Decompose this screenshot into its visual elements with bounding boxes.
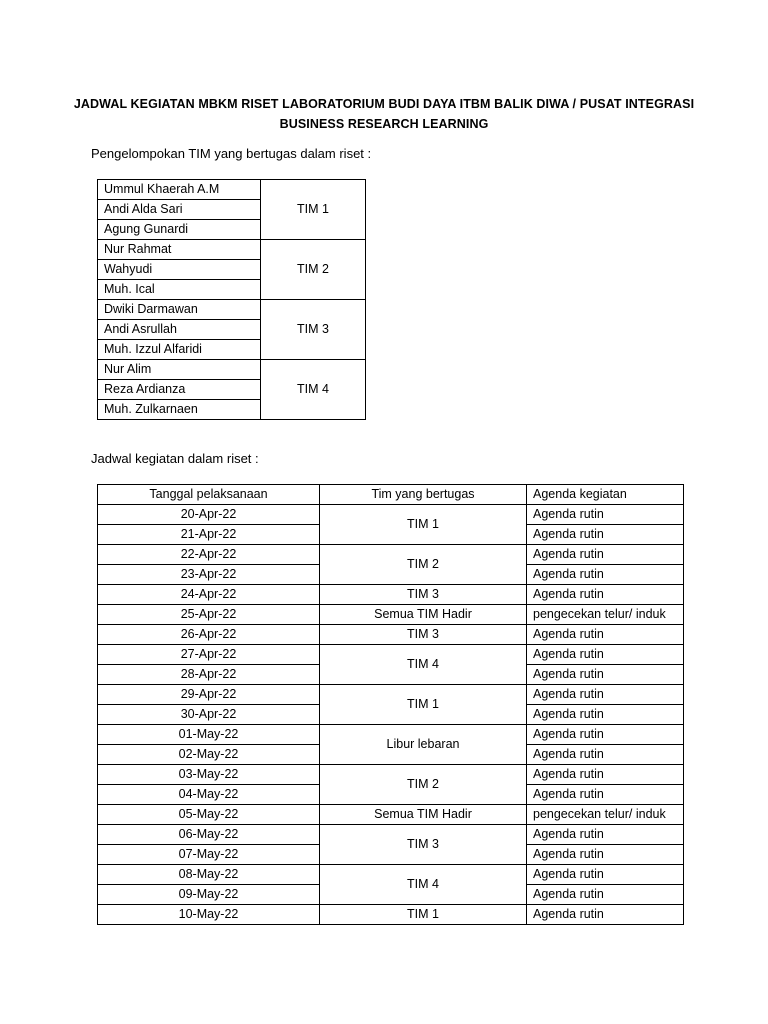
schedule-row bbox=[98, 625, 684, 645]
schedule-row bbox=[98, 865, 684, 885]
schedule-date: 28-Apr-22 bbox=[98, 665, 320, 685]
team-name: TIM 4 bbox=[261, 360, 366, 420]
team-member-name: Agung Gunardi bbox=[98, 220, 261, 240]
document-title-line-1: JADWAL KEGIATAN MBKM RISET LABORATORIUM BUDI DAYA ITBM BALIK DIWA / PUSAT INTEGRASI bbox=[73, 97, 695, 111]
team-member-row bbox=[98, 360, 366, 380]
schedule-date: 23-Apr-22 bbox=[98, 565, 320, 585]
schedule-team: TIM 1 bbox=[320, 905, 527, 925]
schedule-row bbox=[98, 825, 684, 845]
schedule-row bbox=[98, 545, 684, 565]
team-member-row bbox=[98, 300, 366, 320]
schedule-date: 22-Apr-22 bbox=[98, 545, 320, 565]
team-grouping-intro: Pengelompokan TIM yang bertugas dalam riset : bbox=[91, 146, 372, 161]
schedule-row bbox=[98, 645, 684, 665]
schedule-row bbox=[98, 585, 684, 605]
schedule-date: 02-May-22 bbox=[98, 745, 320, 765]
schedule-date: 21-Apr-22 bbox=[98, 525, 320, 545]
team-member-name: Muh. Ical bbox=[98, 280, 261, 300]
team-grouping-table bbox=[97, 179, 366, 420]
schedule-team: TIM 3 bbox=[320, 825, 527, 865]
schedule-header-row bbox=[98, 485, 684, 505]
schedule-agenda: Agenda rutin bbox=[527, 525, 684, 545]
schedule-date: 09-May-22 bbox=[98, 885, 320, 905]
team-name: TIM 2 bbox=[261, 240, 366, 300]
schedule-row bbox=[98, 685, 684, 705]
schedule-agenda: Agenda rutin bbox=[527, 825, 684, 845]
schedule-agenda: Agenda rutin bbox=[527, 865, 684, 885]
schedule-date: 05-May-22 bbox=[98, 805, 320, 825]
schedule-date: 24-Apr-22 bbox=[98, 585, 320, 605]
team-member-name: Reza Ardianza bbox=[98, 380, 261, 400]
schedule-team: TIM 4 bbox=[320, 865, 527, 905]
schedule-team: Semua TIM Hadir bbox=[320, 805, 527, 825]
schedule-agenda: pengecekan telur/ induk bbox=[527, 805, 684, 825]
header-date: Tanggal pelaksanaan bbox=[98, 485, 320, 505]
schedule-agenda: Agenda rutin bbox=[527, 785, 684, 805]
schedule-agenda: Agenda rutin bbox=[527, 545, 684, 565]
document-title-line-2: BUSINESS RESEARCH LEARNING bbox=[279, 117, 489, 131]
schedule-agenda: pengecekan telur/ induk bbox=[527, 605, 684, 625]
team-member-name: Muh. Zulkarnaen bbox=[98, 400, 261, 420]
schedule-agenda: Agenda rutin bbox=[527, 505, 684, 525]
team-member-name: Wahyudi bbox=[98, 260, 261, 280]
team-member-row bbox=[98, 180, 366, 200]
team-member-name: Nur Rahmat bbox=[98, 240, 261, 260]
schedule-team: TIM 3 bbox=[320, 625, 527, 645]
schedule-date: 04-May-22 bbox=[98, 785, 320, 805]
document-title bbox=[0, 94, 768, 134]
team-member-name: Dwiki Darmawan bbox=[98, 300, 261, 320]
schedule-team: TIM 4 bbox=[320, 645, 527, 685]
team-member-name: Andi Alda Sari bbox=[98, 200, 261, 220]
schedule-team: TIM 2 bbox=[320, 765, 527, 805]
schedule-date: 06-May-22 bbox=[98, 825, 320, 845]
schedule-date: 25-Apr-22 bbox=[98, 605, 320, 625]
team-member-name: Ummul Khaerah A.M bbox=[98, 180, 261, 200]
team-member-name: Muh. Izzul Alfaridi bbox=[98, 340, 261, 360]
schedule-agenda: Agenda rutin bbox=[527, 765, 684, 785]
schedule-team: TIM 1 bbox=[320, 685, 527, 725]
schedule-agenda: Agenda rutin bbox=[527, 585, 684, 605]
schedule-row bbox=[98, 905, 684, 925]
schedule-date: 30-Apr-22 bbox=[98, 705, 320, 725]
schedule-team: Libur lebaran bbox=[320, 725, 527, 765]
schedule-row bbox=[98, 605, 684, 625]
schedule-agenda: Agenda rutin bbox=[527, 665, 684, 685]
schedule-date: 07-May-22 bbox=[98, 845, 320, 865]
schedule-date: 26-Apr-22 bbox=[98, 625, 320, 645]
schedule-date: 01-May-22 bbox=[98, 725, 320, 745]
schedule-agenda: Agenda rutin bbox=[527, 725, 684, 745]
team-name: TIM 1 bbox=[261, 180, 366, 240]
schedule-agenda: Agenda rutin bbox=[527, 845, 684, 865]
schedule-row bbox=[98, 725, 684, 745]
schedule-agenda: Agenda rutin bbox=[527, 685, 684, 705]
schedule-agenda: Agenda rutin bbox=[527, 885, 684, 905]
schedule-row bbox=[98, 505, 684, 525]
schedule-intro: Jadwal kegiatan dalam riset : bbox=[91, 451, 259, 466]
schedule-team: TIM 2 bbox=[320, 545, 527, 585]
schedule-agenda: Agenda rutin bbox=[527, 705, 684, 725]
team-member-name: Nur Alim bbox=[98, 360, 261, 380]
schedule-row bbox=[98, 765, 684, 785]
schedule-table bbox=[97, 484, 684, 925]
schedule-agenda: Agenda rutin bbox=[527, 905, 684, 925]
schedule-agenda: Agenda rutin bbox=[527, 565, 684, 585]
schedule-date: 20-Apr-22 bbox=[98, 505, 320, 525]
schedule-row bbox=[98, 805, 684, 825]
schedule-date: 27-Apr-22 bbox=[98, 645, 320, 665]
schedule-agenda: Agenda rutin bbox=[527, 745, 684, 765]
team-member-name: Andi Asrullah bbox=[98, 320, 261, 340]
header-agenda: Agenda kegiatan bbox=[527, 485, 684, 505]
schedule-date: 03-May-22 bbox=[98, 765, 320, 785]
schedule-team: TIM 3 bbox=[320, 585, 527, 605]
schedule-date: 29-Apr-22 bbox=[98, 685, 320, 705]
schedule-date: 10-May-22 bbox=[98, 905, 320, 925]
schedule-team: Semua TIM Hadir bbox=[320, 605, 527, 625]
schedule-date: 08-May-22 bbox=[98, 865, 320, 885]
schedule-team: TIM 1 bbox=[320, 505, 527, 545]
header-team: Tim yang bertugas bbox=[320, 485, 527, 505]
schedule-agenda: Agenda rutin bbox=[527, 625, 684, 645]
schedule-agenda: Agenda rutin bbox=[527, 645, 684, 665]
team-member-row bbox=[98, 240, 366, 260]
team-name: TIM 3 bbox=[261, 300, 366, 360]
